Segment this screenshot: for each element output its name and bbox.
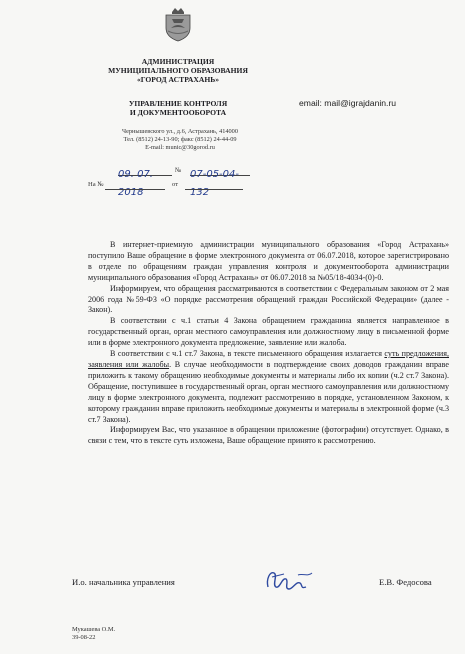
- letter-body: [88, 240, 449, 447]
- paragraph-4-end: . В случае необходимости в подтверждение своих доводов гражданин вправе приложить к такому обращению необходимые документы и материалы либо их копии (ч.2 ст.7 Закона). Обращение, поступившее в государственный орган, орган местного самоуправления или должностному лицу в форме электронного документа, подлежит рассмотрению в порядке, установленном Законом, к которому гражданин вправе приложить необходимые документы и материалы в электронной форме (ч.3 ст.7 Закона).: [88, 359, 450, 424]
- reference-number-line: [105, 184, 165, 190]
- reference-from-label: от: [172, 181, 179, 188]
- reference-date-line: [185, 184, 243, 190]
- recipient-email: email: mail@igrajdanin.ru: [299, 98, 397, 108]
- executor-name: Мукашева О.М.: [72, 626, 116, 633]
- paragraph-3: В соответствии с ч.1 статьи 4 Закона обращением гражданина является направленное в государственный орган, орган местного самоуправления или должностному лицу в письменной форме или в форме электронного документа предложение, заявление или жалоба.: [88, 316, 449, 348]
- address-line: Чернышевского ул., д.6, Астрахань, 414000: [122, 128, 238, 135]
- org-line-2: МУНИЦИПАЛЬНОГО ОБРАЗОВАНИЯ: [108, 66, 248, 75]
- signature-icon: [262, 565, 318, 595]
- dept-line-2: И ДОКУМЕНТООБОРОТА: [129, 108, 227, 117]
- paragraph-4: [88, 349, 449, 425]
- coat-of-arms-icon: [163, 6, 193, 42]
- organization-name: [58, 57, 298, 84]
- paragraph-2: Информируем, что обращения рассматриваются в соответствии с Федеральным законом от 2 мая 2006 года №59-ФЗ «О порядке рассмотрения обращений граждан Российской Федерации» (далее - Закон).: [88, 283, 449, 315]
- reference-label: На №: [88, 181, 104, 188]
- org-line-3: «ГОРОД АСТРАХАНЬ»: [136, 75, 220, 84]
- registration-number-field: [190, 164, 250, 198]
- registration-number: 07-05-04-132: [190, 169, 239, 198]
- phone-line: Тел. (8512) 24-13-90; факс (8512) 24-44-09: [123, 136, 237, 144]
- department-name: [58, 99, 298, 117]
- executor-block: [72, 626, 115, 642]
- highlighted-phrase: суть предложения, заявления или жалобы: [88, 349, 449, 369]
- paragraph-1: В интернет-приемную администрации муниципального образования «Город Астрахань» поступило Ваше обращение в форме электронного документа от 06.07.2018, которое зарегистрировано в отделе по обращениям граждан управления контроля и документооборота администрации муниципального образования «Город Астрахань» от 06.07.2018 за №05/18-4034-(0)-0.: [88, 240, 449, 282]
- registration-date: 09. 07. 2018: [118, 169, 153, 198]
- number-label: №: [175, 167, 182, 174]
- address-block: [100, 128, 260, 153]
- signatory-name: Е.В. Федосова: [379, 577, 432, 587]
- paragraph-5: Информируем Вас, что указанное в обращении приложение (фотографии) отсутствует. Однако, в связи с тем, что в тексте суть изложена, Ваше обращение принято к рассмотрению.: [88, 425, 449, 446]
- org-line-1: АДМИНИСТРАЦИЯ: [141, 57, 215, 66]
- paragraph-4-start: В соответствии с ч.1 ст.7 Закона, в тексте письменного обращения излагается: [110, 349, 385, 359]
- registration-date-field: [118, 164, 172, 198]
- email-line: E-mail: munic@30gorod.ru: [145, 144, 215, 152]
- executor-phone: 39-08-22: [72, 634, 96, 641]
- signatory-position: И.о. начальника управления: [72, 577, 175, 587]
- dept-line-1: УПРАВЛЕНИЕ КОНТРОЛЯ: [128, 99, 228, 108]
